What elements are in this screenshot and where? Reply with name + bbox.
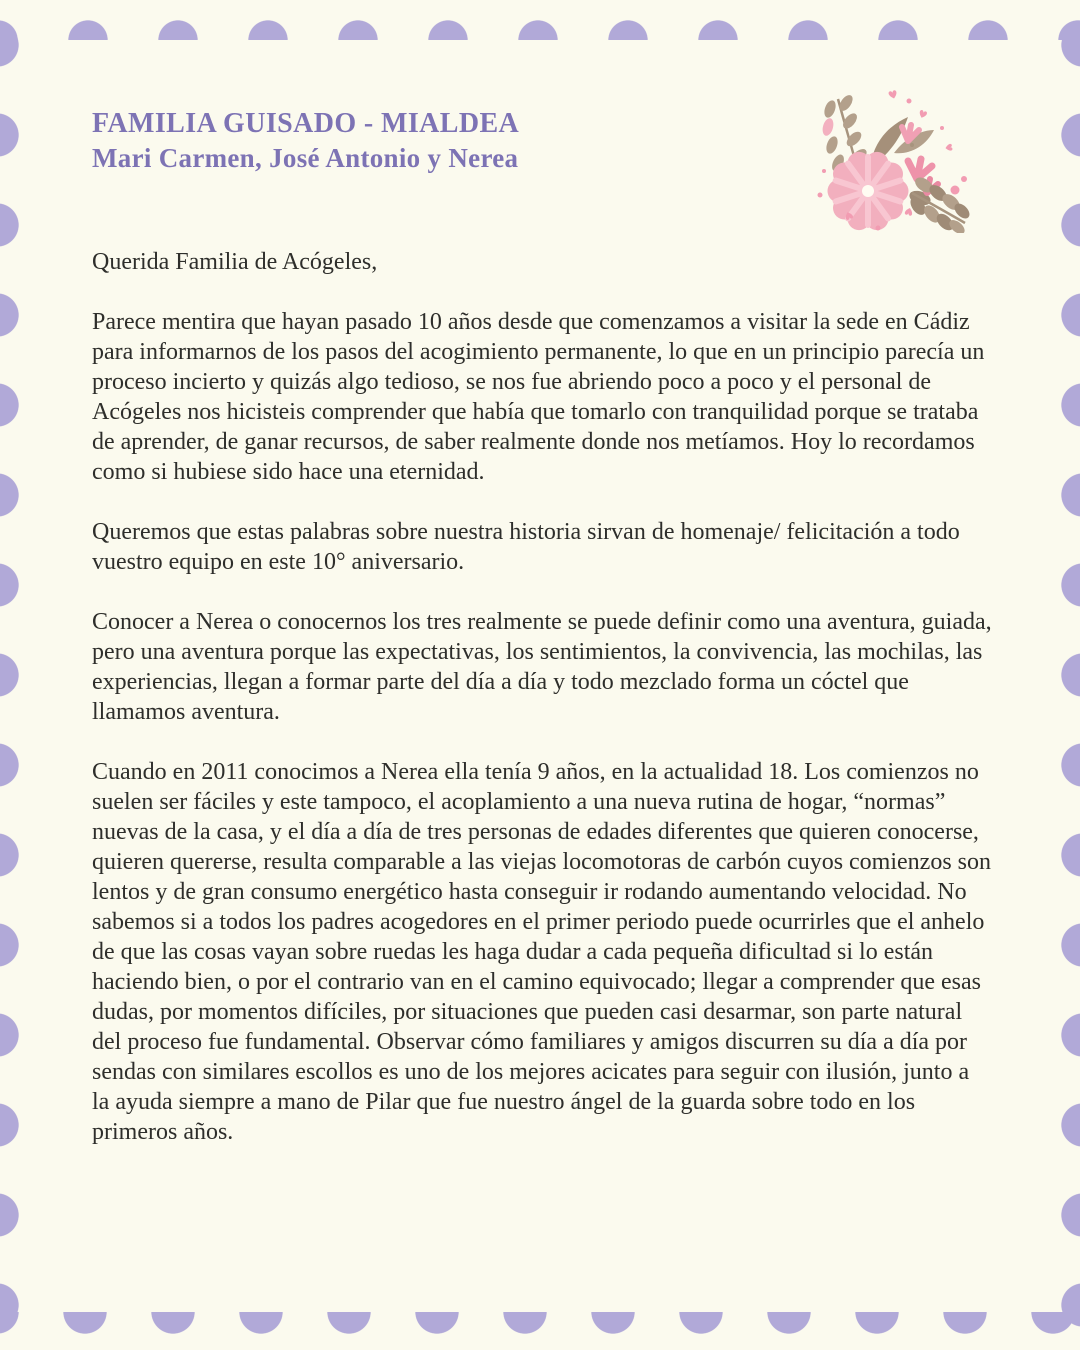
border-dots-bottom [0,1312,1080,1334]
letter-body [92,247,992,1177]
letter-paragraph: Cuando en 2011 conocimos a Nerea ella tenía 9 años, en la actualidad 18. Los comienzos no suelen ser fáciles y este tampoco, el acoplamiento a una nueva rutina de hogar, “normas” nuevas de la casa, y el día a día de tres personas de edades diferentes que quieren conocerse, quieren quererse, resulta comparable a las viejas locomotoras de carbón cuyos comienzos son lentos y de gran consumo energético hasta conseguir ir rodando aumentando velocidad. No sabemos si a todos los padres acogedores en el primer periodo puede ocurrirles que el anhelo de que las cosas vayan sobre ruedas les haga dudar a cada pequeña dificultad si lo están haciendo bien, o por el contrario van en el camino equivocado; llegar a comprender que esas dudas, por momentos difíciles, por situaciones que pueden casi desarmar, son parte natural del proceso fue fundamental. Observar cómo familiares y amigos discurren su día a día por sendas con similares escollos es uno de los mejores acicates para seguir con ilusión, junto a la ayuda siempre a mano de Pilar que fue nuestro ángel de la guarda sobre todo en los primeros años. [92,759,992,1145]
salutation: Querida Familia de Acógeles, [92,249,378,275]
letter-header [92,106,519,176]
flower-bouquet-icon [812,85,972,233]
border-dots-right [1060,0,1080,1350]
letter-paragraph: Parece mentira que hayan pasado 10 años desde que comenzamos a visitar la sede en Cádiz para informarnos de los pasos del acogimiento permanente, lo que en un principio parecía un proceso incierto y quizás algo tedioso, se nos fue abriendo poco a poco y el personal de Acógeles nos hicisteis comprender que había que tomarlo con tranquilidad porque se trataba de aprender, de ganar recursos, de saber realmente donde nos metíamos. Hoy lo recordamos como si hubiese sido hace una eternidad. [92,309,985,485]
page-subtitle: Mari Carmen, José Antonio y Nerea [92,143,519,173]
letter-paragraph: Conocer a Nerea o conocernos los tres realmente se puede definir como una aventura, guiada, pero una aventura porque las expectativas, los sentimientos, la convivencia, las mochilas, las experiencias, llegan a formar parte del día a día y todo mezclado forma un cóctel que llamamos aventura. [92,609,992,725]
letter-paragraph: Queremos que estas palabras sobre nuestra historia sirvan de homenaje/ felicitación a todo vuestro equipo en este 10° aniversario. [92,519,960,575]
border-dots-left [0,0,20,1350]
page-title: FAMILIA GUISADO - MIALDEA [92,108,520,139]
border-dots-top [0,20,1080,40]
